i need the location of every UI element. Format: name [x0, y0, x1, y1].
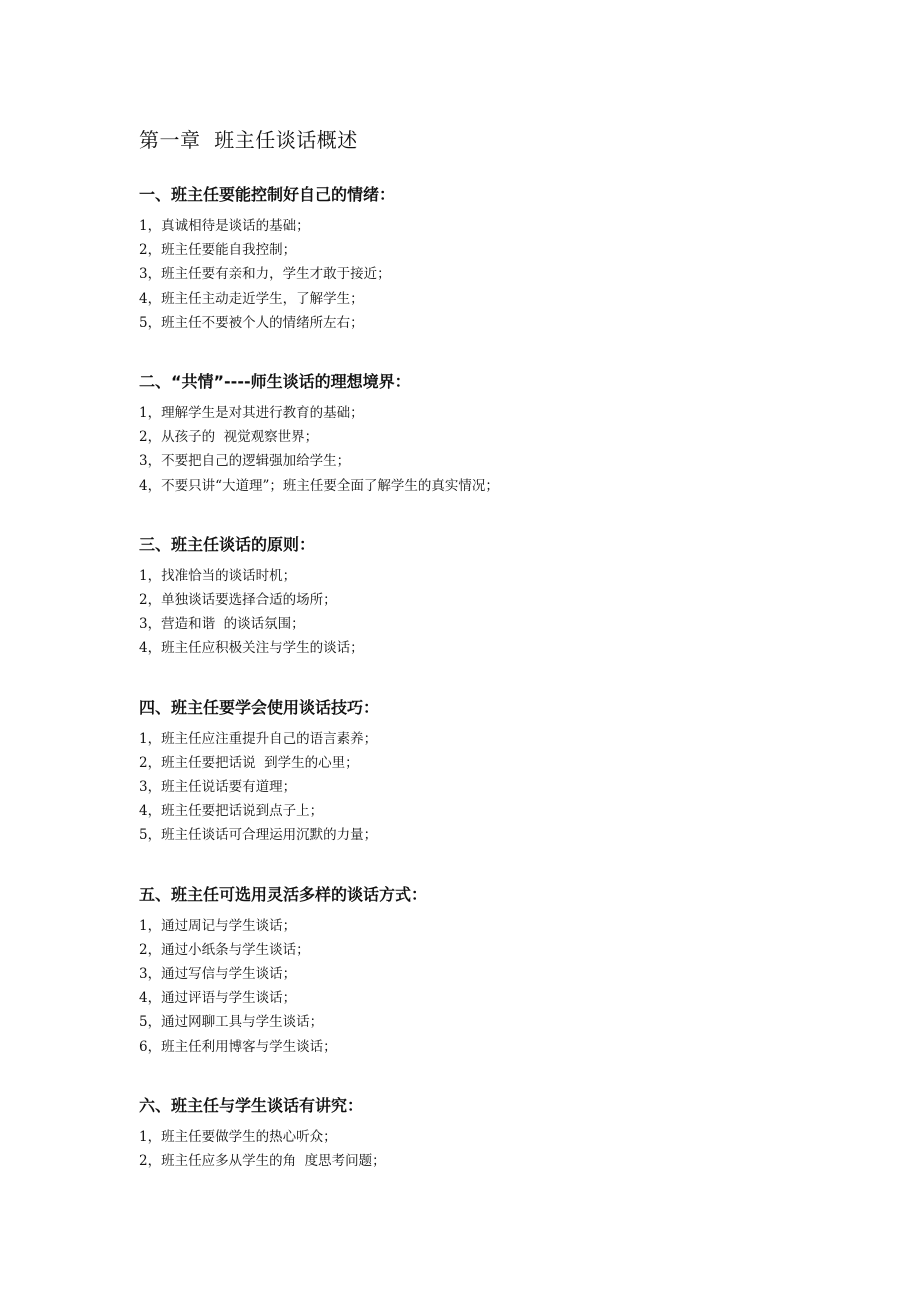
list-item: 1，理解学生是对其进行教育的基础；	[139, 405, 364, 422]
list-item: 5，班主任谈话可合理运用沉默的力量；	[139, 827, 378, 844]
list-item: 1，通过周记与学生谈话；	[139, 917, 297, 934]
section	[139, 532, 859, 661]
list-item: 2，通过小纸条与学生谈话；	[139, 941, 310, 958]
list-item: 4，班主任应积极关注与学生的谈话；	[139, 640, 364, 657]
section	[139, 182, 859, 335]
document-page	[139, 122, 859, 1207]
section-heading: 五、班主任可选用灵活多样的谈话方式：	[139, 884, 428, 904]
list-item: 4，班主任要把话说到点子上；	[139, 803, 324, 820]
chapter-title: 第一章 班主任谈话概述	[139, 128, 358, 152]
list-item: 3，班主任要有亲和力，学生才敢于接近；	[139, 266, 391, 283]
list-item: 1，真诚相待是谈话的基础；	[139, 218, 310, 234]
section	[139, 882, 859, 1059]
section-item-list	[139, 564, 859, 661]
list-item: 2，班主任要把话说 到学生的心里；	[139, 754, 359, 771]
section-item-list	[139, 214, 859, 335]
list-item: 5，通过网聊工具与学生谈话；	[139, 1014, 324, 1031]
section-item-list	[139, 914, 859, 1059]
section-item-list	[139, 727, 859, 848]
list-item: 2，班主任应多从学生的角 度思考问题；	[139, 1153, 386, 1170]
list-item: 4，班主任主动走近学生，了解学生；	[139, 290, 364, 307]
section-heading: 二、“共情”----师生谈话的理想境界：	[139, 372, 411, 392]
list-item: 4，不要只讲“大道理”；班主任要全面了解学生的真实情况；	[139, 477, 499, 494]
section	[139, 369, 859, 498]
section-heading: 一、班主任要能控制好自己的情绪：	[139, 185, 396, 204]
section-item-list	[139, 401, 859, 498]
section-heading: 六、班主任与学生谈话有讲究：	[139, 1095, 364, 1115]
list-item: 3，班主任说话要有道理；	[139, 779, 297, 796]
list-item: 1，班主任应注重提升自己的语言素养；	[139, 730, 378, 747]
section-heading: 四、班主任要学会使用谈话技巧：	[139, 697, 380, 717]
list-item: 6，班主任利用博客与学生谈话；	[139, 1038, 337, 1055]
sections-container	[139, 182, 859, 1173]
list-item: 1，找准恰当的谈话时机；	[139, 567, 297, 584]
section-heading: 三、班主任谈话的原则：	[139, 534, 316, 554]
section	[139, 695, 859, 848]
list-item: 4，通过评语与学生谈话；	[139, 990, 297, 1007]
section	[139, 1093, 859, 1173]
list-item: 2，从孩子的 视觉观察世界；	[139, 429, 319, 446]
list-item: 1，班主任要做学生的热心听众；	[139, 1128, 337, 1145]
list-item: 3，通过写信与学生谈话；	[139, 966, 297, 983]
list-item: 5，班主任不要被个人的情绪所左右；	[139, 314, 364, 331]
list-item: 2，班主任要能自我控制；	[139, 242, 297, 259]
list-item: 2，单独谈话要选择合适的场所；	[139, 592, 337, 609]
list-item: 3，营造和谐 的谈话氛围；	[139, 616, 305, 633]
section-item-list	[139, 1125, 859, 1173]
list-item: 3，不要把自己的逻辑强加给学生；	[139, 453, 351, 470]
